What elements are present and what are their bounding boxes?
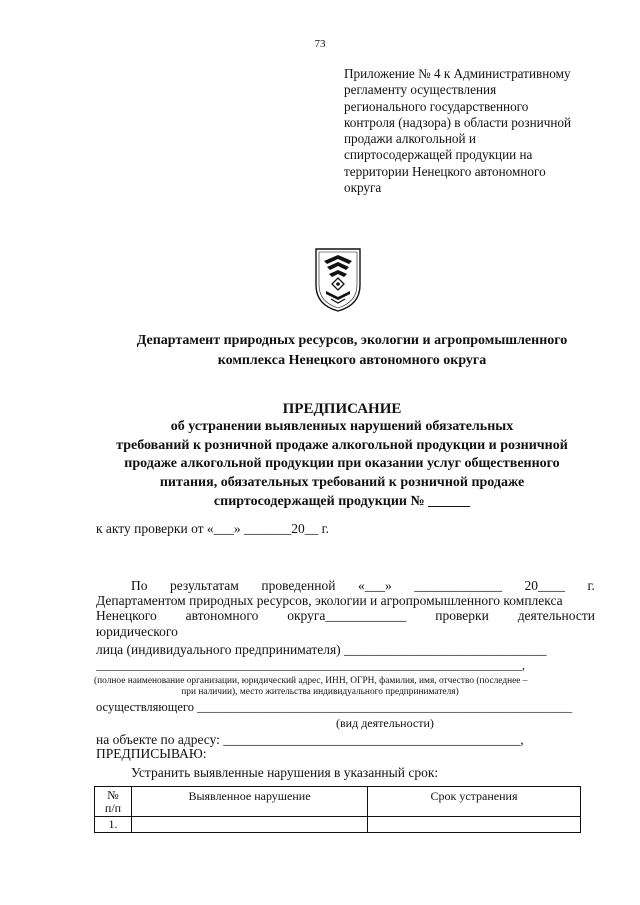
department-line: Департамент природных ресурсов, экологии и агропромышленного [136, 333, 568, 348]
caption-activity: (вид деятельности) [336, 716, 434, 730]
department-heading [80, 331, 624, 371]
body-line-7: осуществляющего ____________________________________________________________ [96, 700, 573, 714]
body-word: автономного [185, 608, 259, 623]
appendix-line: контроля (надзора) в области розничной [344, 114, 572, 130]
header-num-line: п/п [104, 800, 122, 815]
appendix-note [344, 66, 604, 196]
subtitle-line: об устранении выявленных нарушений обязательных [170, 419, 514, 434]
header-num-line: № [107, 787, 119, 802]
body-word: результатам [170, 578, 239, 593]
row-num: 1. [95, 817, 132, 833]
body-word: деятельности [517, 608, 595, 623]
appendix-line: округа [344, 180, 382, 196]
row-deadline [368, 817, 581, 833]
body-word: «___» [357, 578, 392, 593]
instruction-text: Устранить выявленные нарушения в указанный срок: [131, 765, 439, 780]
subtitle-line: спиртосодержащей продукции № ______ [213, 493, 471, 509]
body-word: _____________ [414, 578, 502, 593]
subtitle-line: продаже алкогольной продукции при оказании услуг общественного [124, 456, 560, 472]
body-word: По [131, 578, 148, 593]
appendix-line: продажи алкогольной и [344, 131, 476, 147]
coat-of-arms-icon [314, 245, 362, 313]
body-word: г. [587, 578, 595, 593]
appendix-line: территории Ненецкого автономного [344, 163, 546, 179]
body-line-2: Департаментом природных ресурсов, экологии и агропромышленного комплекса [96, 593, 563, 608]
row-violation [132, 817, 368, 833]
appendix-line: Приложение № 4 к Административному [344, 66, 571, 81]
body-word: Ненецкого [96, 608, 157, 623]
caption-org-details-2: при наличии), место жительства индивидуального предпринимателя) [181, 687, 459, 697]
subtitle-line: требований к розничной продаже алкогольной продукции и розничной [116, 437, 568, 453]
body-line-4: юридического [96, 624, 178, 639]
violations-table [94, 786, 581, 833]
document-subtitle [60, 418, 624, 512]
header-deadline: Срок устранения [368, 787, 581, 817]
appendix-line: спиртосодержащей продукции на [344, 147, 533, 163]
header-violation: Выявленное нарушение [132, 787, 368, 817]
body-line-6: _______________________________________________________________________, [96, 658, 525, 672]
department-line: комплекса Ненецкого автономного округа [217, 353, 487, 368]
body-word: округа____________ [287, 608, 407, 623]
body-line-8: на объекте по адресу: ____________________________________________, [96, 732, 524, 747]
header-num [95, 787, 132, 817]
appendix-line: регионального государственного [344, 98, 529, 114]
caption-org-details: (полное наименование организации, юридический адрес, ИНН, ОГРН, фамилия, имя, отчество (последнее – [94, 676, 528, 686]
document-title: ПРЕДПИСАНИЕ [282, 401, 402, 417]
table-header-row [95, 787, 581, 817]
act-reference: к акту проверки от «___» _______20__ г. [96, 521, 330, 536]
subtitle-line: питания, обязательных требований к розничной продаже [159, 475, 525, 491]
body-word: проверки [435, 608, 489, 623]
page-number: 73 [314, 38, 326, 50]
body-row-1 [131, 578, 595, 594]
table-row [95, 817, 581, 833]
prescribe-heading: ПРЕДПИСЫВАЮ: [96, 746, 207, 761]
appendix-line: регламенту осуществления [344, 82, 497, 98]
body-word: проведенной [261, 578, 336, 593]
body-line-5: лица (индивидуального предпринимателя) ______________________________ [96, 642, 547, 657]
body-word: 20____ [524, 578, 566, 593]
body-row-3 [96, 608, 595, 624]
